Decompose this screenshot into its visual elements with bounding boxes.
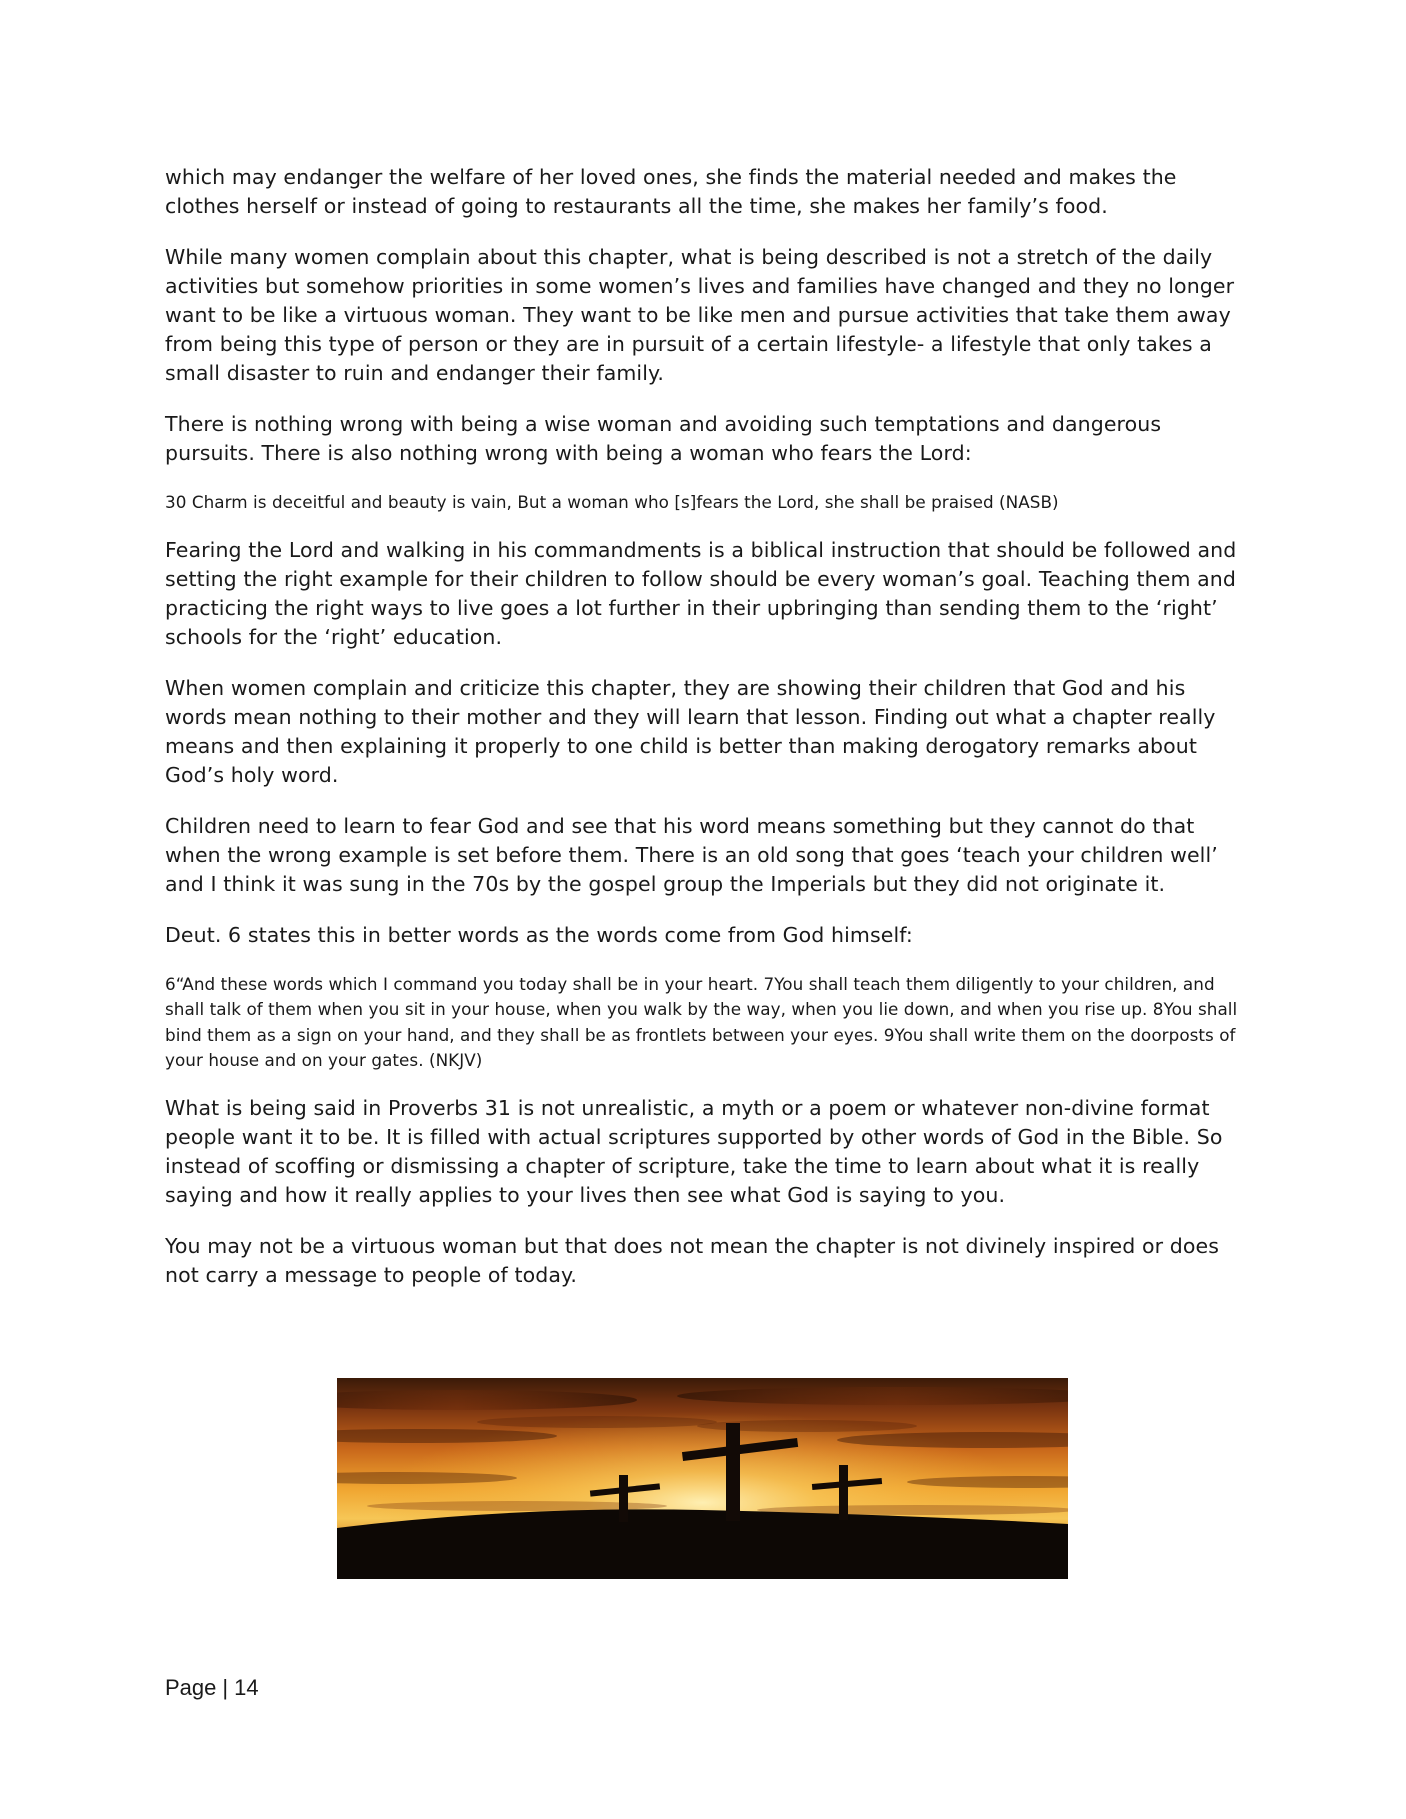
page-number: 14 bbox=[234, 1675, 259, 1700]
page-footer bbox=[165, 1675, 259, 1701]
paragraph-5: When women complain and criticize this chapter, they are showing their children that God and his words mean nothing to their mother and they will learn that lesson. Finding out what a chapter really means and then explaining it properly to one child is better than making derogatory remarks about God’s holy word. bbox=[165, 675, 1216, 787]
paragraph-9: You may not be a virtuous woman but that does not mean the chapter is not divinely inspired or does not carry a message to people of today. bbox=[165, 1233, 1220, 1287]
paragraph-3: There is nothing wrong with being a wise woman and avoiding such temptations and dangerous pursuits. There is also nothing wrong with being a woman who fears the Lord: bbox=[165, 412, 1162, 465]
sunset-illustration bbox=[337, 1378, 1068, 1579]
three-crosses-sunset-image bbox=[337, 1378, 1068, 1579]
paragraph-4: Fearing the Lord and walking in his commandments is a biblical instruction that should be followed and setting the right example for their children to follow should be every woman’s goal. Teaching them and practicing the right ways to live goes a lot further in their upbringing than sending them to the ‘right’ schools for the ‘right’ education. bbox=[165, 537, 1237, 649]
scripture-quote-proverbs: 30 Charm is deceitful and beauty is vain, But a woman who [s]fears the Lord, she shall be praised (NASB) bbox=[165, 492, 1059, 512]
paragraph-6: Children need to learn to fear God and see that his word means something but they cannot do that when the wrong example is set before them. There is an old song that goes ‘teach your children well’ and I think it was sung in the 70s by the gospel group the Imperials but they did not originate it. bbox=[165, 813, 1218, 896]
page-label: Page bbox=[165, 1675, 217, 1700]
scripture-quote-deuteronomy: 6“And these words which I command you today shall be in your heart. 7You shall teach them diligently to your children, and shall talk of them when you sit in your house, when you walk by the way, when you lie down, and when you rise up. 8You shall bind them as a sign on your hand, and they shall be as frontlets between your eyes. 9You shall write them on the doorposts of your house and on your gates. (NKJV) bbox=[165, 973, 1238, 1070]
page-separator: | bbox=[222, 1675, 229, 1700]
paragraph-1: which may endanger the welfare of her loved ones, she finds the material needed and makes the clothes herself or instead of going to restaurants all the time, she makes her family’s food. bbox=[165, 165, 1177, 218]
paragraph-7: Deut. 6 states this in better words as the words come from God himself: bbox=[165, 922, 913, 947]
body-text bbox=[165, 163, 1250, 1312]
paragraph-2: While many women complain about this chapter, what is being described is not a stretch of the daily activities but somehow priorities in some women’s lives and families have changed and they no longer want to be like a virtuous woman. They want to be like men and pursue activities that take them away from being this type of person or they are in pursuit of a certain lifestyle- a lifestyle that only takes a small disaster to ruin and endanger their family. bbox=[165, 245, 1235, 385]
paragraph-8: What is being said in Proverbs 31 is not unrealistic, a myth or a poem or whatever non-divine format people want it to be. It is filled with actual scriptures supported by other words of God in the Bible. So instead of scoffing or dismissing a chapter of scripture, take the time to learn about what it is really saying and how it really applies to your lives then see what God is saying to you. bbox=[165, 1095, 1223, 1207]
